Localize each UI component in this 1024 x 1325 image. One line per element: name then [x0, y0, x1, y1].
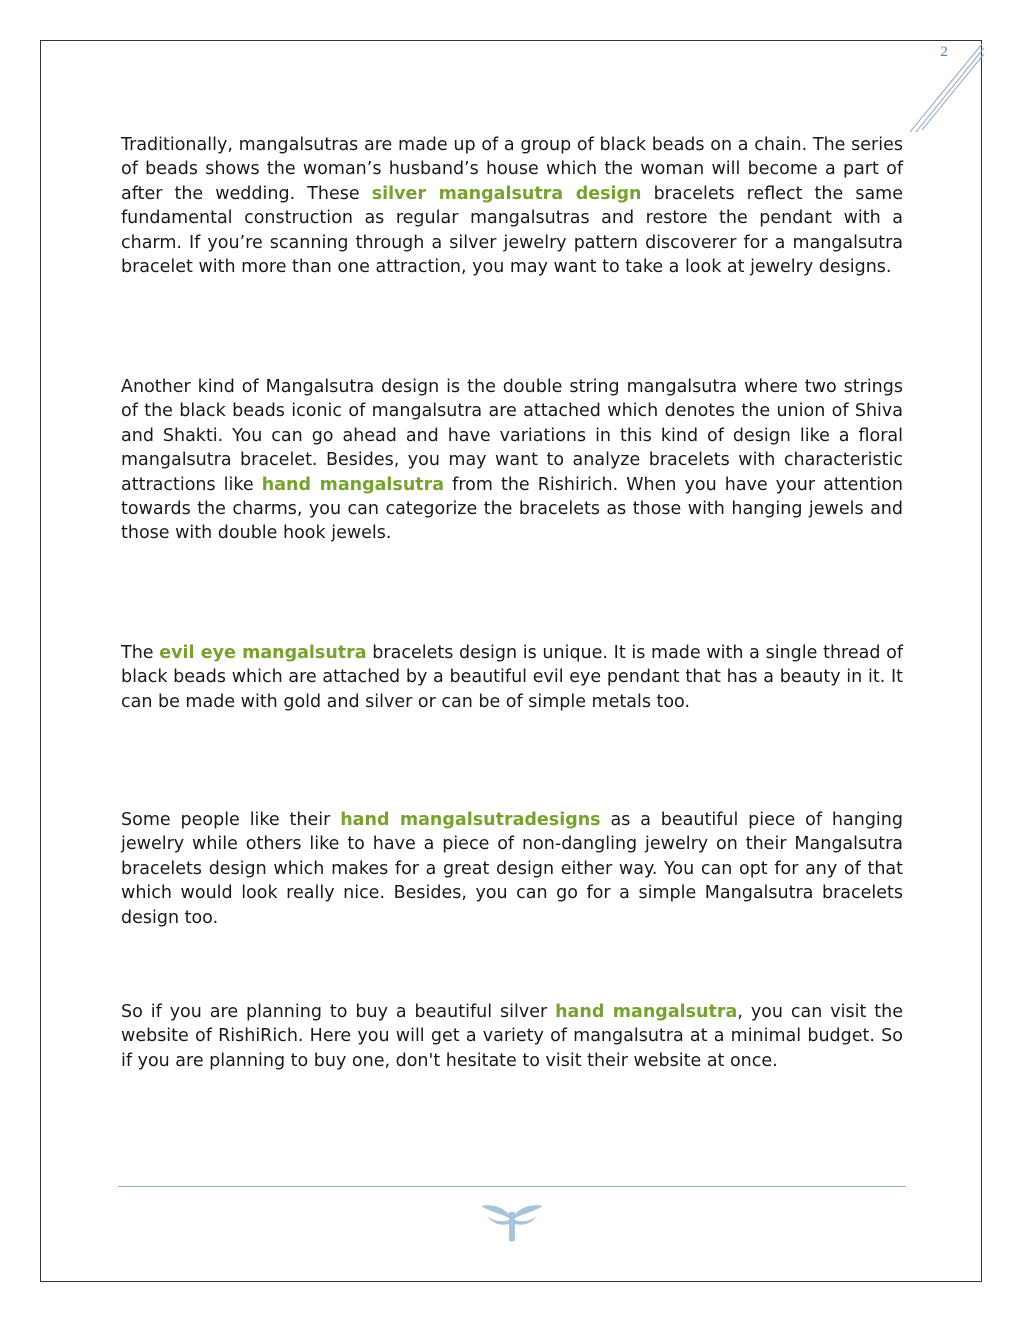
paragraph-buy-from-rishirich: [121, 1000, 903, 1073]
text-segment: bracelets design is unique. It is made with a single thread of black beads which are attached by a beautiful evil eye pendant that has a beauty in it. It can be made with gold and silver or can be of simple metals too.: [121, 643, 903, 712]
text-segment: bracelets reflect the same fundamental construction as regular mangalsutras and restore the pendant with a charm. If you’re scanning through a silver jewelry pattern discoverer for a mangalsutra bracelet with more than one attraction, you may want to take a look at jewelry designs.: [121, 183, 903, 278]
text-segment: as a beautiful piece of hanging jewelry while others like to have a piece of non-dangling jewelry on their Mangalsutra bracelets design which makes for a great design either way. You can opt for any of that which would look really nice. Besides, you can go for a simple Mangalsutra bracelets design too.: [121, 810, 903, 928]
paragraph-traditional-mangalsutras: [121, 133, 903, 279]
footer-divider: [118, 1186, 906, 1187]
text-segment: Traditionally, mangalsutras are made up of a group of black beads on a chain. The series of beads shows the woman’s husband’s house which the woman will become a part of after the wedding. These: [121, 135, 903, 204]
text-segment: Another kind of Mangalsutra design is the double string mangalsutra where two strings of the black beads iconic of mangalsutra are attached which denotes the union of Shiva and Shakti. You can go ahead and have variations in this kind of design like a floral mangalsutra bracelet. Besides, you may want to analyze bracelets with characteristic attractions like: [121, 377, 903, 495]
page-number: 2: [940, 44, 948, 60]
paragraph-hanging-jewelry: [121, 808, 903, 930]
footer-logo-icon: [479, 1200, 545, 1244]
text-segment: Some people like their: [121, 810, 341, 830]
paragraph-evil-eye-mangalsutra: [121, 641, 903, 714]
highlighted-keyword: hand mangalsutra: [555, 1002, 738, 1022]
corner-decoration-icon: [896, 40, 986, 140]
highlighted-keyword: silver mangalsutra design: [371, 183, 642, 204]
text-segment: , you can visit the website of RishiRich. Here you will get a variety of mangalsutra at a minimal budget. So if you are planning to buy one, don't hesitate to visit their website at once.: [121, 1002, 903, 1071]
paragraph-double-string-design: [121, 375, 903, 546]
text-segment: from the Rishirich. When you have your attention towards the charms, you can categorize the bracelets as those with hanging jewels and those with double hook jewels.: [121, 474, 903, 544]
highlighted-keyword: hand mangalsutra: [261, 474, 445, 495]
text-segment: The: [121, 643, 160, 663]
highlighted-keyword: evil eye mangalsutra: [159, 643, 367, 663]
text-segment: So if you are planning to buy a beautiful silver: [121, 1002, 556, 1022]
highlighted-keyword: hand mangalsutradesigns: [340, 810, 601, 830]
